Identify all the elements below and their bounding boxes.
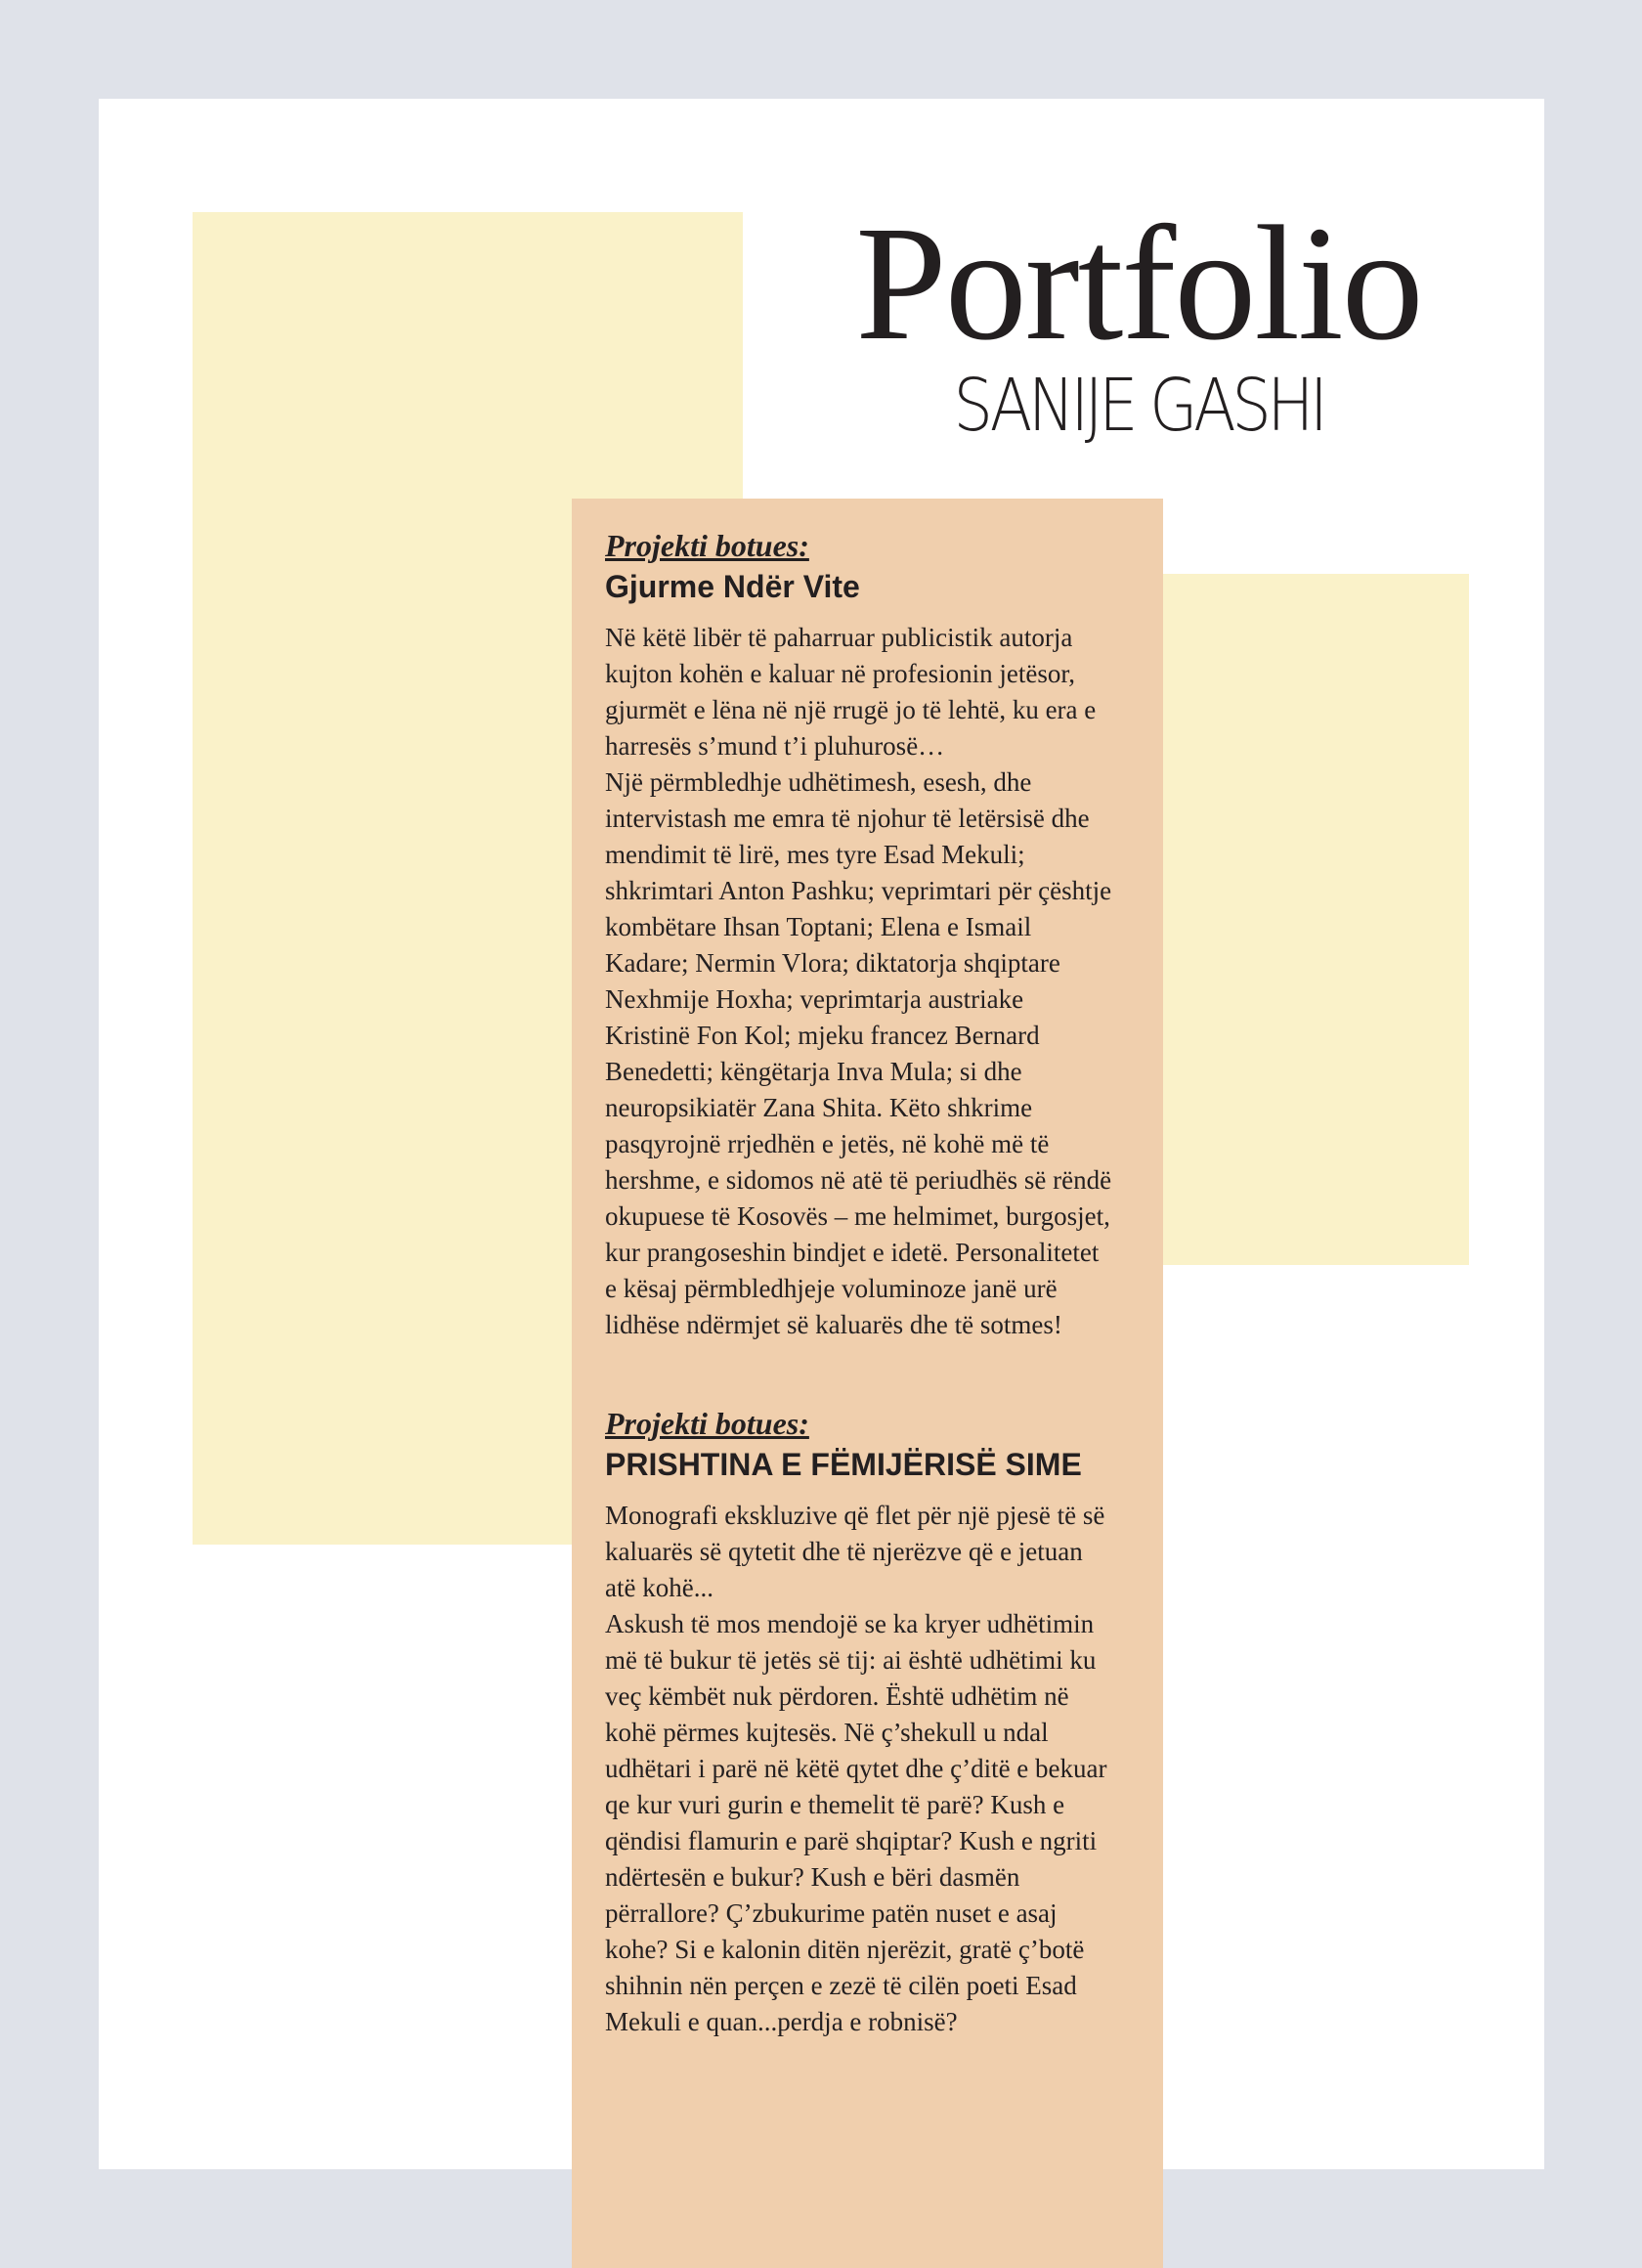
project-label: Projekti botues: <box>605 528 809 563</box>
project-entry <box>605 1404 1134 2040</box>
content-column <box>572 499 1163 2268</box>
project-title: PRISHTINA E FËMIJËRISË SIME <box>605 1447 1082 1482</box>
project-description: Monografi ekskluzive që flet për një pjesë të së kaluarës së qytetit dhe të njerëzve që e jetuan atë kohë... Askush të mos mendojë se ka kryer udhëtimin më të bukur të jetës së tij: ai është udhëtimi ku veç këmbët nuk përdoren. Është udhëtim në kohë përmes kujtesës. Në ç’shekull u ndal udhëtari i parë në këtë qytet dhe ç’ditë e bekuar qe kur vuri gurin e themelit të parë? Kush e qëndisi flamurin e parë shqiptar? Kush e ngriti ndërtesën e bukur? Kush e bëri dasmën përrallore? Ç’zbukurime patën nuset e asaj kohe? Si e kalonin ditën njerëzit, gratë ç’botë shihnin nën perçen e zezë të cilën poeti Esad Mekuli e quan...perdja e robnisë? <box>605 1501 1107 2036</box>
project-entry <box>605 526 1134 1343</box>
page-title: Portfolio <box>855 193 1422 374</box>
project-label: Projekti botues: <box>605 1406 809 1441</box>
project-title: Gjurme Ndër Vite <box>605 569 860 604</box>
decorative-panel-right <box>1163 574 1469 1265</box>
project-description: Në këtë libër të paharruar publicistik autorja kujton kohën e kaluar në profesionin jetësor, gjurmët e lëna në një rrugë jo të lehtë, ku era e harresës s’mund t’i pluhurosë… Një përmbledhje udhëtimesh, esesh, dhe intervistash me emra të njohur të letërsisë dhe mendimit të lirë, mes tyre Esad Mekuli; shkrimtari Anton Pashku; veprimtari për çështje kombëtare Ihsan Toptani; Elena e Ismail Kadare; Nermin Vlora; diktatorja shqiptare Nexhmije Hoxha; veprimtarja austriake Kristinë Fon Kol; mjeku francez Bernard Benedetti; këngëtarja Inva Mula; si dhe neuropsikiatër Zana Shita. Këto shkrime pasqyrojnë rrjedhën e jetës, në kohë më të hershme, e sidomos në atë të periudhës së rëndë okupuese të Kosovës – me helmimet, burgosjet, kur prangoseshin bindjet e idetë. Personalitetet e kësaj përmbledhjeje voluminoze janë urë lidhëse ndërmjet së kaluarës dhe të sotmes! <box>605 623 1112 1339</box>
author-name: SANIJE GASHI <box>953 364 1324 448</box>
